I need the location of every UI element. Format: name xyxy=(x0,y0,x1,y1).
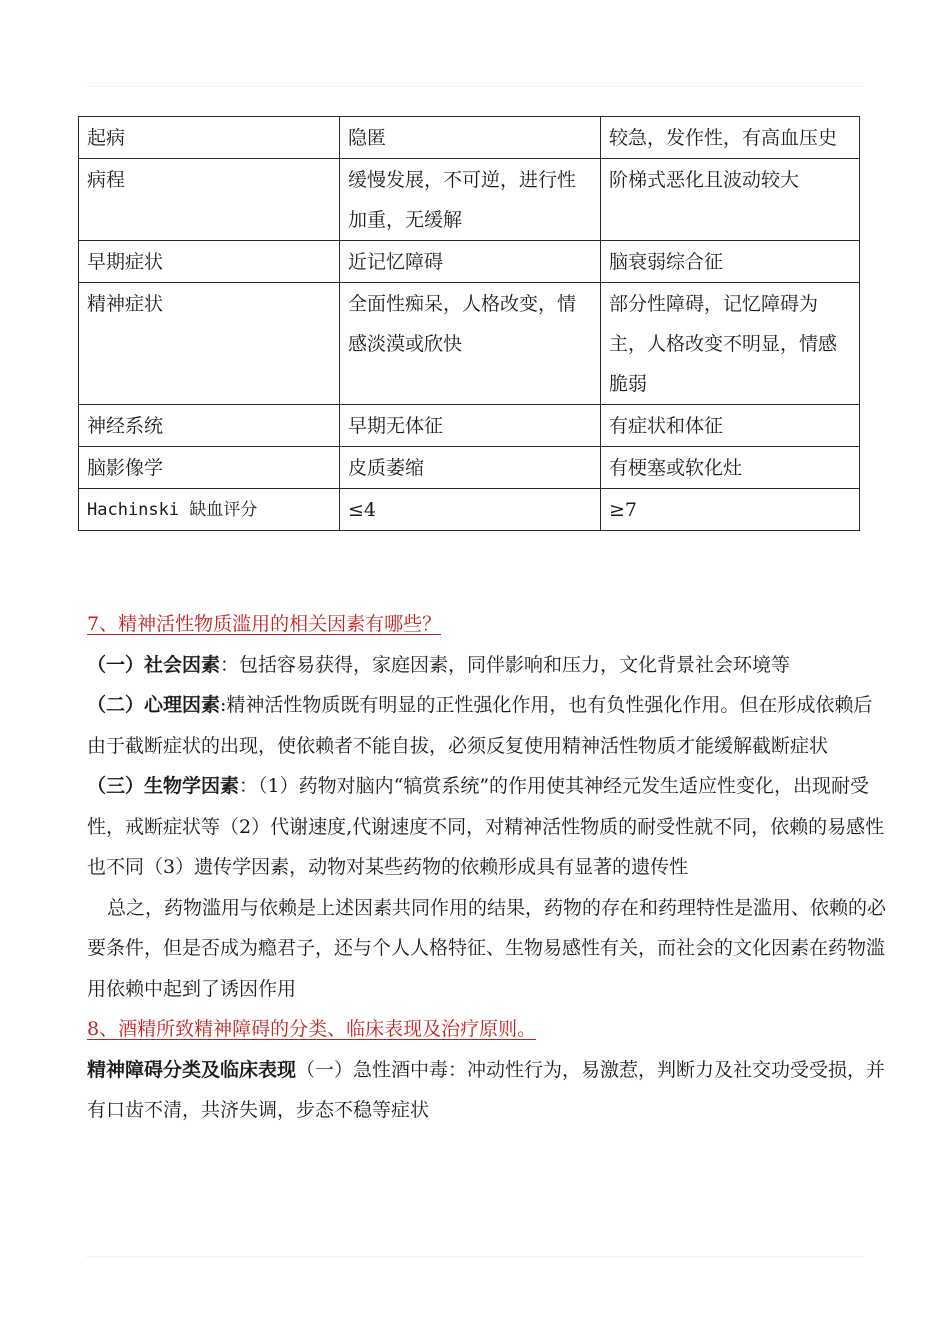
table-cell: 近记忆障碍 xyxy=(340,241,601,283)
comparison-table xyxy=(78,116,860,531)
table-row xyxy=(79,489,860,531)
psych-factors-label: （二）心理因素 xyxy=(87,694,221,716)
alcohol-class-label: 精神障碍分类及临床表现 xyxy=(87,1058,297,1081)
social-factors-paragraph: （一）社会因素：包括容易获得，家庭因素，同伴影响和压力，文化背景社会环境等 xyxy=(87,653,791,676)
table-cell: 神经系统 xyxy=(79,405,340,447)
table-row xyxy=(79,241,860,283)
table-cell: 早期无体征 xyxy=(340,405,601,447)
table-cell: 隐匿 xyxy=(340,117,601,159)
table-cell: 缓慢发展，不可逆，进行性加重，无缓解 xyxy=(340,159,601,241)
table-cell: ≤4 xyxy=(340,489,601,531)
table-cell: ≥7 xyxy=(601,489,860,531)
section-7-heading: 7、精神活性物质滥用的相关因素有哪些？ xyxy=(87,613,442,635)
table-row xyxy=(79,159,860,241)
summary-paragraph: 总之，药物滥用与依赖是上述因素共同作用的结果，药物的存在和药理特性是滥用、依赖的必要条件，但是否成为瘾君子，还与个人人格特征、生物易感性有关，而社会的文化因素在药物滥用依赖中起到了诱因作用 xyxy=(87,896,887,1000)
table-row xyxy=(79,283,860,405)
table-cell: 精神症状 xyxy=(79,283,340,405)
table-cell: 起病 xyxy=(79,117,340,159)
alcohol-class-paragraph: 精神障碍分类及临床表现（一）急性酒中毒：冲动性行为，易激惹，判断力及社交功受受损，并有口齿不清，共济失调，步态不稳等症状 xyxy=(87,1058,886,1121)
table-cell: 部分性障碍，记忆障碍为主，人格改变不明显，情感脆弱 xyxy=(601,283,860,405)
table-row xyxy=(79,447,860,489)
social-factors-label: （一）社会因素 xyxy=(87,653,221,676)
bio-factors-paragraph: （三）生物学因素：（1）药物对脑内“犒赏系统”的作用使其神经元发生适应性变化，出现耐受性，戒断症状等（2）代谢速度,代谢速度不同，对精神活性物质的耐受性就不同，依赖的易感性也不同（3）遗传学因素，动物对某些药物的依赖形成具有显著的遗传性 xyxy=(87,775,885,878)
page-bottom-rule xyxy=(86,1256,864,1257)
table-cell: 全面性痴呆，人格改变，情感淡漠或欣快 xyxy=(340,283,601,405)
table-cell: 较急，发作性，有高血压史 xyxy=(601,117,860,159)
table-cell: 有症状和体征 xyxy=(601,405,860,447)
page-top-rule xyxy=(86,86,864,87)
table-cell: 阶梯式恶化且波动较大 xyxy=(601,159,860,241)
bio-factors-label: （三）生物学因素 xyxy=(87,775,240,797)
table-cell: 脑影像学 xyxy=(79,447,340,489)
table-cell: 脑衰弱综合征 xyxy=(601,241,860,283)
table-cell: 病程 xyxy=(79,159,340,241)
table-cell: 皮质萎缩 xyxy=(340,447,601,489)
table-cell: Hachinski 缺血评分 xyxy=(79,489,340,531)
table-cell: 有梗塞或软化灶 xyxy=(601,447,860,489)
table-cell: 早期症状 xyxy=(79,241,340,283)
table-row xyxy=(79,405,860,447)
table-row xyxy=(79,117,860,159)
psych-factors-paragraph: （二）心理因素:精神活性物质既有明显的正性强化作用，也有负性强化作用。但在形成依赖后由于截断症状的出现，使依赖者不能自拔，必须反复使用精神活性物质才能缓解截断症状 xyxy=(87,694,873,757)
document-body xyxy=(87,604,887,1131)
section-8-heading: 8、酒精所致精神障碍的分类、临床表现及治疗原则。 xyxy=(87,1018,537,1040)
